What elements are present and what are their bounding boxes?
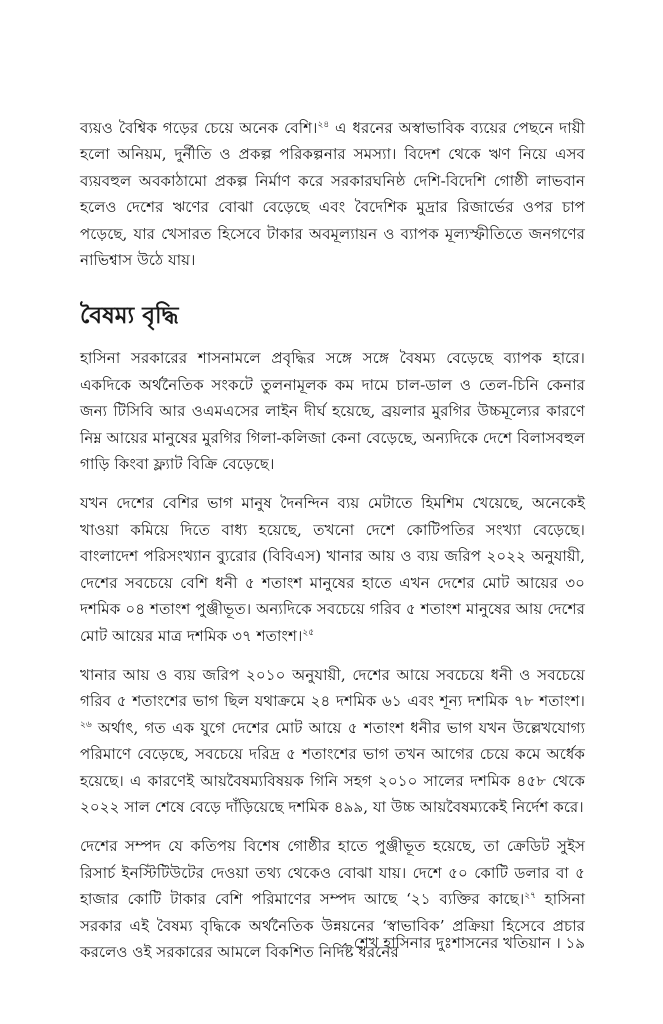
paragraph-intro <box>80 115 585 273</box>
footnote-ref-24[interactable]: ২৪ <box>317 119 330 130</box>
running-title: শেখ হাসিনার দুঃশাসনের খতিয়ান <box>353 934 551 952</box>
section-heading: বৈষম্য বৃদ্ধি <box>80 302 179 330</box>
paragraph-millionaires <box>80 490 585 648</box>
paragraph-text: যখন দেশের বেশির ভাগ মানুষ দৈনন্দিন ব্যয় মেটাতে হিমশিম খেয়েছে, অনেকেই খাওয়া কমিয়ে দিতে বাধ্য হয়েছে, তখনো দেশে কোটিপতির সংখ্যা বেড়েছে। বাংলাদেশ পরিসংখ্যান ব্যুরোর (বিবিএস) খানার আয় ও ব্যয় জরিপ ২০২২ অনুযায়ী, দেশের সবচেয়ে বেশি ধনী ৫ শতাংশ মানুষের হাতে এখন দেশের মোট আয়ের ৩০ দশমিক ০৪ শতাংশ পুঞ্জীভূত। অন্যদিকে সবচেয়ে গরিব ৫ শতাংশ মানুষের আয় দেশের মোট আয়ের মাত্র দশমিক ৩৭ শতাংশ। <box>80 494 585 645</box>
page-content <box>80 115 585 965</box>
footer-separator: । <box>550 934 566 952</box>
footnote-ref-26[interactable]: ২৬ <box>80 719 92 730</box>
page-number: ১৯ <box>565 934 585 952</box>
paragraph-text: হাসিনা সরকারের শাসনামলে প্রবৃদ্ধির সঙ্গে সঙ্গে বৈষম্য বেড়েছে ব্যাপক হারে। একদিকে অর্থনৈতিক সংকটে তুলনামূলক কম দামে চাল-ডাল ও তেল-চিনি কেনার জন্য টিসিবি আর ওএমএসের লাইন দীর্ঘ হয়েছে, ব্রয়লার মুরগির উচ্চমূল্যের কারণে নিম্ন আয়ের মানুষের মুরগির গিলা-কলিজা কেনা বেড়েছে, অন্যদিকে দেশে বিলাসবহুল গাড়ি কিংবা ফ্ল্যাট বিক্রি বেড়েছে। <box>80 349 585 474</box>
paragraph-text: অর্থাৎ, গত এক যুগে দেশের মোট আয়ে ৫ শতাংশ ধনীর ভাগ যখন উল্লেখযোগ্য পরিমাণে বেড়েছে, সবচেয়ে দরিদ্র ৫ শতাংশের ভাগ তখন আগের চেয়ে কমে অর্ধেক হয়েছে। এ কারণেই আয়বৈষম্যবিষয়ক গিনি সহগ ২০১০ সালের দশমিক ৪৫৮ থেকে ২০২২ সাল শেষে বেড়ে দাঁড়িয়েছে দশমিক ৪৯৯, যা উচ্চ আয়বৈষম্যকেই নির্দেশ করে। <box>80 718 585 816</box>
footnote-ref-27[interactable]: ২৭ <box>524 891 536 902</box>
paragraph-text: দেশের সম্পদ যে কতিপয় বিশেষ গোষ্ঠীর হাতে পুঞ্জীভূত হয়েছে, তা ক্রেডিট সুইস রিসার্চ ইনস্টিটিউটের দেওয়া তথ্য থেকেও বোঝা যায়। দেশে ৫০ কোটি ডলার বা ৫ হাজার কোটি টাকার বেশি পরিমাণের সম্পদ আছে ‘২১ ব্যক্তির কাছে। <box>80 837 585 909</box>
paragraph-text: হাসিনা সরকার এই বৈষম্য বৃদ্ধিকে অর্থনৈতিক উন্নয়নের ‘স্বাভাবিক’ প্রক্রিয়া হিসেবে প্রচার করলেও ওই সরকারের আমলে বিকশিত নির্দিষ্ট ধরনের <box>80 890 586 961</box>
paragraph-text: এ ধরনের অস্বাভাবিক ব্যয়ের পেছনে দায়ী হলো অনিয়ম, দুর্নীতি ও প্রকল্প পরিকল্পনার সমস্যা। বিদেশ থেকে ঋণ নিয়ে এসব ব্যয়বহুল অবকাঠামো প্রকল্প নির্মাণ করে সরকারঘনিষ্ঠ দেশি-বিদেশি গোষ্ঠী লাভবান হলেও দেশের ঋণের বোঝা বেড়েছে এবং বৈদেশিক মুদ্রার রিজার্ভের ওপর চাপ পড়েছে, যার খেসারত হিসেবে টাকার অবমূল্যায়ন ও ব্যাপক মূল্যস্ফীতিতে জনগণের নাভিশ্বাস উঠে যায়। <box>80 119 585 270</box>
page-footer <box>354 932 585 954</box>
footnote-ref-25[interactable]: ২৫ <box>302 627 315 638</box>
paragraph-text: ব্যয়ও বৈশ্বিক গড়ের চেয়ে অনেক বেশি। <box>80 119 318 137</box>
paragraph-text: খানার আয় ও ব্যয় জরিপ ২০১০ অনুযায়ী, দেশের আয়ে সবচেয়ে ধনী ও সবচেয়ে গরিব ৫ শতাংশের ভাগ ছিল যথাক্রমে ২৪ দশমিক ৬১ এবং শূন্য দশমিক ৭৮ শতাংশ। <box>80 665 585 711</box>
paragraph-hies-2010 <box>80 662 585 820</box>
paragraph-inequality-intro <box>80 345 585 477</box>
